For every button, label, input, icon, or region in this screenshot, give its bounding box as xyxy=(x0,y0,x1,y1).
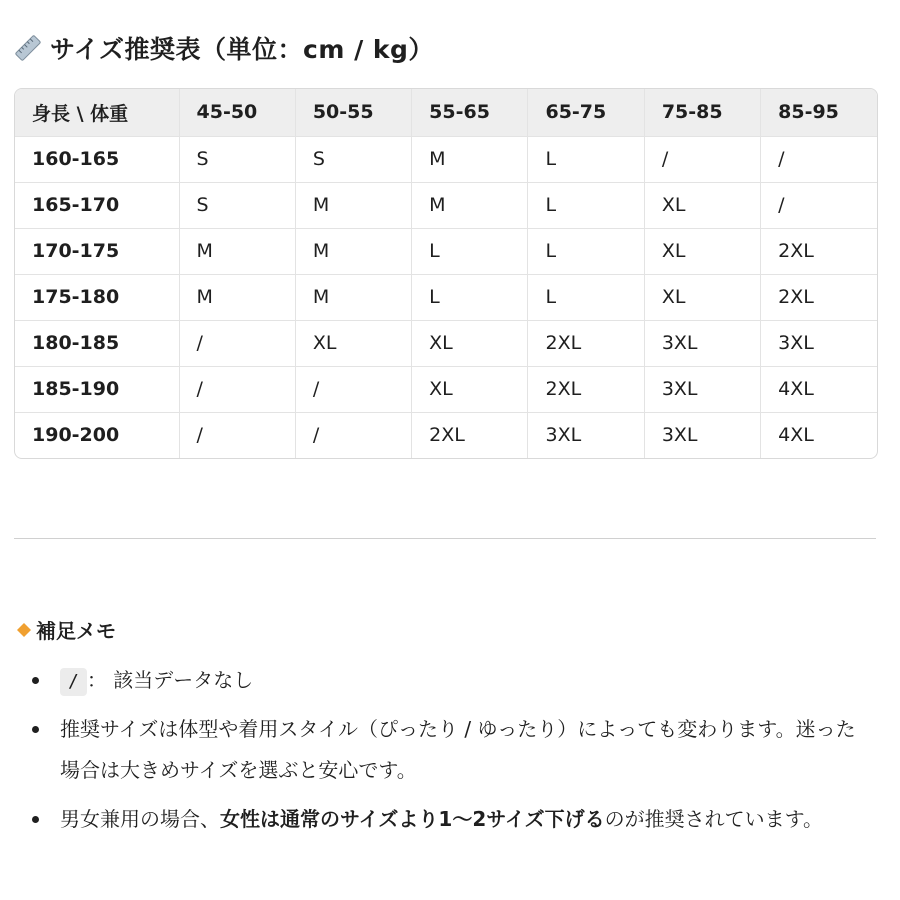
size-cell: S xyxy=(179,182,295,228)
height-cell: 160-165 xyxy=(15,136,179,182)
size-cell: M xyxy=(412,136,528,182)
size-cell: XL xyxy=(412,320,528,366)
no-data-symbol: / xyxy=(60,668,87,696)
note-text: ： 該当データなし xyxy=(86,668,254,692)
list-item xyxy=(28,709,868,791)
size-cell: / xyxy=(295,366,411,412)
size-cell: M xyxy=(179,228,295,274)
table-header-row xyxy=(15,89,877,136)
size-cell: S xyxy=(295,136,411,182)
size-cell: 4XL xyxy=(778,424,814,447)
size-cell: XL xyxy=(644,182,760,228)
size-cell: / xyxy=(644,136,760,182)
weight-header: 65-75 xyxy=(528,89,644,136)
size-cell: / xyxy=(179,320,295,366)
size-cell: L xyxy=(528,136,644,182)
size-cell: 2XL xyxy=(412,412,528,458)
size-cell: L xyxy=(528,182,644,228)
table-row xyxy=(15,412,877,458)
list-item xyxy=(28,660,868,701)
corner-header: 身長 \ 体重 xyxy=(15,89,179,136)
size-cell: M xyxy=(295,182,411,228)
note-text: 男女兼用の場合、 xyxy=(60,807,220,831)
size-cell: 3XL xyxy=(761,320,877,366)
height-cell: 165-170 xyxy=(15,182,179,228)
weight-header: 45-50 xyxy=(179,89,295,136)
note-text: のが推奨されています。 xyxy=(604,807,824,831)
table-row xyxy=(15,182,877,228)
size-cell: 2XL xyxy=(528,366,644,412)
page-title xyxy=(14,30,434,66)
size-cell: M xyxy=(295,274,411,320)
height-cell: 175-180 xyxy=(15,274,179,320)
size-cell: 3XL xyxy=(644,320,760,366)
note-text: 推奨サイズは体型や着用スタイル（ぴったり / ゆったり）によっても変わります。迷った場合は大きめサイズを選ぶと安心です。 xyxy=(60,717,856,782)
size-cell: M xyxy=(295,228,411,274)
size-cell: XL xyxy=(644,274,760,320)
size-cell: XL xyxy=(412,366,528,412)
height-cell: 190-200 xyxy=(15,412,179,458)
memo-heading xyxy=(16,615,116,644)
size-cell: L xyxy=(528,274,644,320)
table-row xyxy=(15,136,877,182)
size-cell: 2XL xyxy=(761,228,877,274)
table-row xyxy=(15,228,877,274)
table-row xyxy=(15,366,877,412)
size-cell: / xyxy=(179,412,295,458)
memo-list xyxy=(28,660,868,848)
size-cell: M xyxy=(412,182,528,228)
height-cell: 185-190 xyxy=(15,366,179,412)
note-emphasis: 女性は通常のサイズより1〜2サイズ下げる xyxy=(220,807,605,831)
size-cell: 4XL xyxy=(761,366,877,412)
weight-header: 85-95 xyxy=(761,89,877,136)
weight-header: 55-65 xyxy=(412,89,528,136)
ruler-icon xyxy=(14,34,42,62)
weight-header: 75-85 xyxy=(644,89,760,136)
size-cell: 3XL xyxy=(644,366,760,412)
size-cell: 2XL xyxy=(761,274,877,320)
size-cell: / xyxy=(761,182,877,228)
table-row xyxy=(15,274,877,320)
list-item xyxy=(28,799,868,840)
memo-heading-text: 補足メモ xyxy=(36,619,116,643)
height-cell: 170-175 xyxy=(15,228,179,274)
size-cell: L xyxy=(528,228,644,274)
size-cell: / xyxy=(761,136,877,182)
size-cell: M xyxy=(179,274,295,320)
size-cell: 3XL xyxy=(528,412,644,458)
size-cell: XL xyxy=(644,228,760,274)
size-cell: L xyxy=(412,228,528,274)
size-table xyxy=(14,88,878,459)
size-cell: 3XL xyxy=(644,412,760,458)
section-divider xyxy=(14,538,876,539)
size-cell: / xyxy=(179,366,295,412)
size-cell: L xyxy=(412,274,528,320)
orange-diamond-icon xyxy=(16,622,32,638)
weight-header: 50-55 xyxy=(295,89,411,136)
height-cell: 180-185 xyxy=(15,320,179,366)
size-cell: XL xyxy=(295,320,411,366)
size-cell: S xyxy=(179,136,295,182)
size-cell: / xyxy=(295,412,411,458)
size-cell: 2XL xyxy=(528,320,644,366)
title-text: サイズ推奨表（単位：cm / kg） xyxy=(50,35,434,64)
table-row xyxy=(15,320,877,366)
